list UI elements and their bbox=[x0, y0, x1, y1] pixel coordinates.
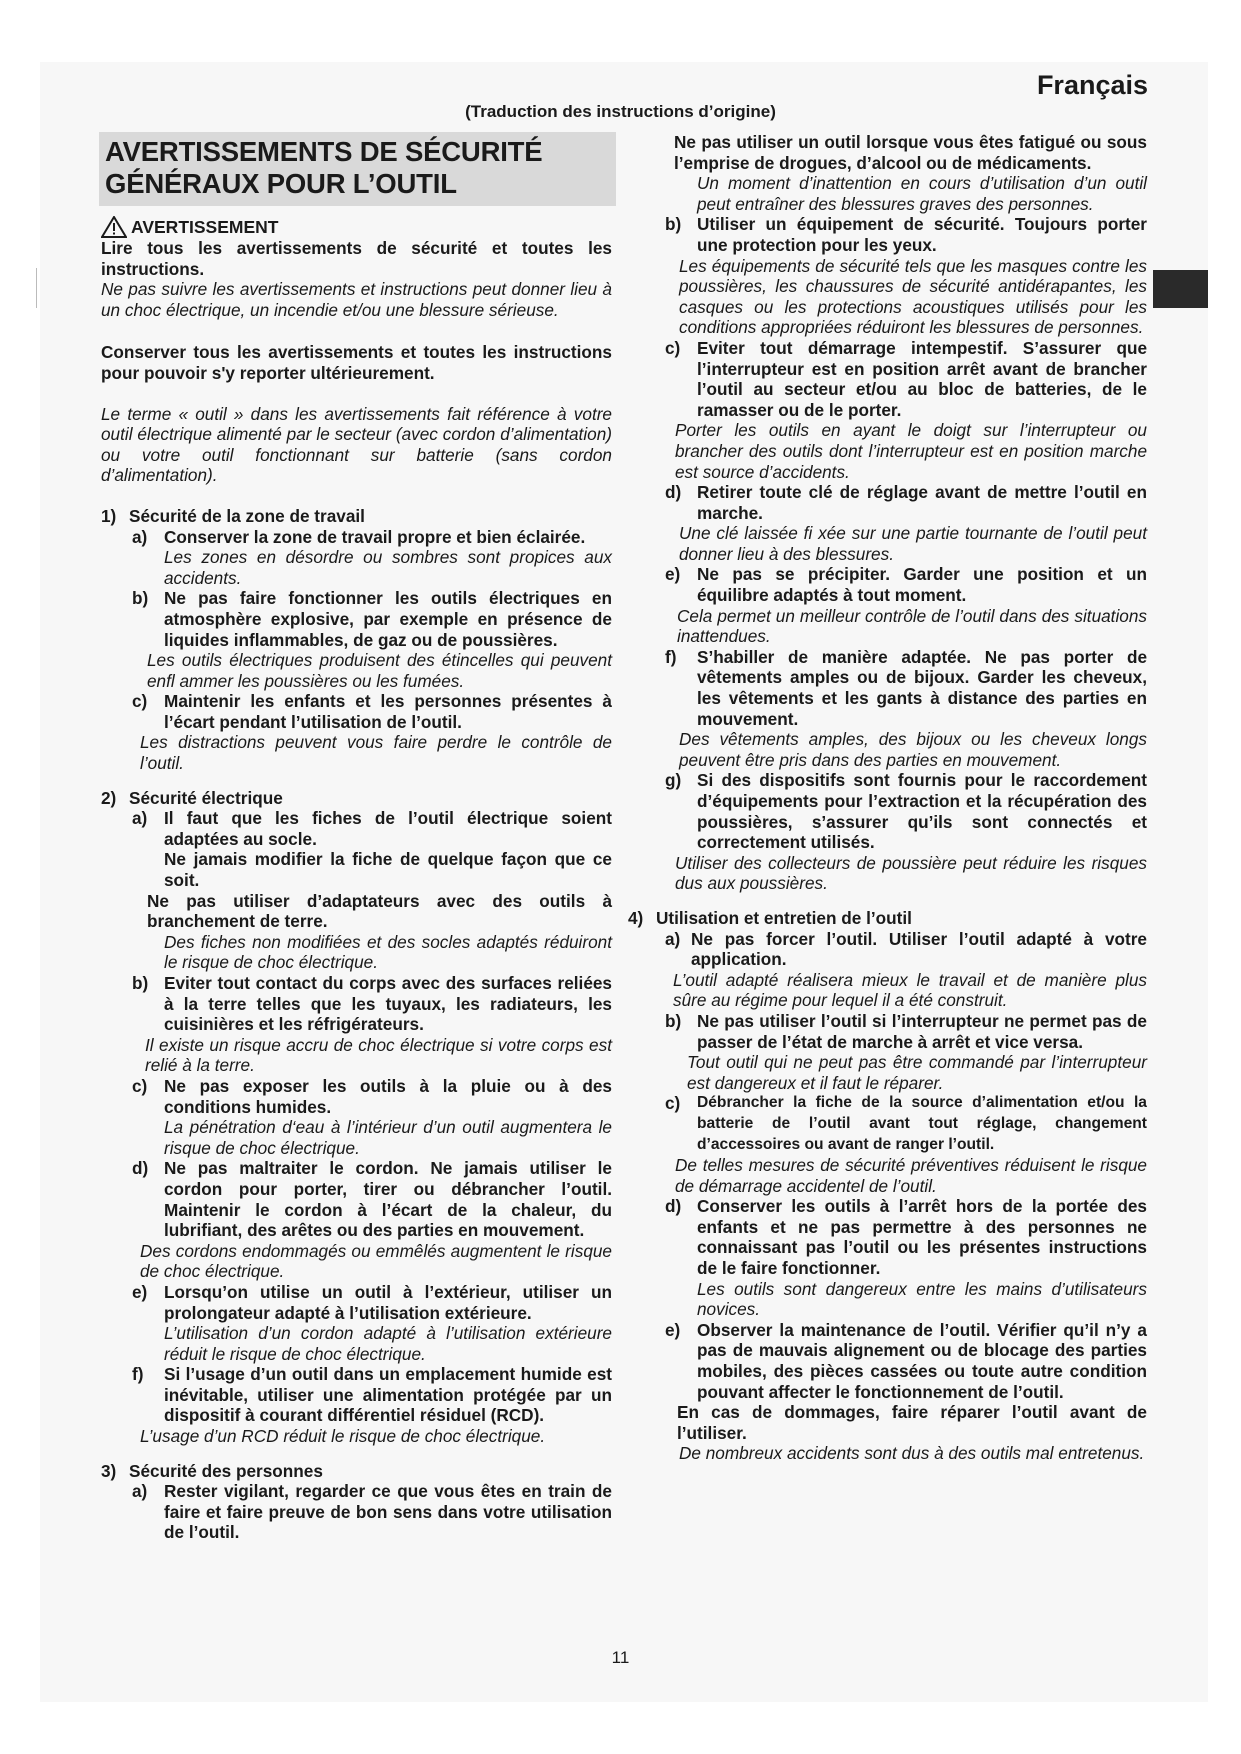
item-2c-note: La pénétration d‘eau à l’intérieur d’un outil augmentera le risque de choc électrique. bbox=[164, 1117, 612, 1158]
item-3d-note: Une clé laissée fi xée sur une partie tournante de l’outil peut donner lieu à des blessures. bbox=[679, 523, 1147, 564]
item-2d: d) Ne pas maltraiter le cordon. Ne jamais utiliser le cordon pour porter, tirer ou débrancher l’outil. Maintenir le cordon à l’écart de la chaleur, du lubrifiant, des arêtes ou des parties en mouvement. bbox=[132, 1158, 612, 1241]
item-1c: c) Maintenir les enfants et les personnes présentes à l’écart pendant l’utilisation de l’outil. bbox=[132, 691, 612, 732]
section-3-heading: 3) Sécurité des personnes bbox=[101, 1460, 323, 1481]
right-column bbox=[628, 132, 1147, 1464]
section-title-line2: GÉNÉRAUX POUR L’OUTIL bbox=[105, 168, 457, 199]
item-2e: e) Lorsqu’on utilise un outil à l’extérieur, utiliser un prolongateur adapté à l’utilisation extérieure. bbox=[132, 1281, 612, 1323]
item-3a-note: Un moment d’inattention en cours d’utilisation d’un outil peut entraîner des blessures graves des personnes. bbox=[697, 173, 1147, 214]
item-3c-note: Porter les outils en ayant le doigt sur l’interrupteur ou brancher des outils dont l’interrupteur est en position marche est source d’accidents. bbox=[675, 420, 1147, 482]
tool-term-note: Le terme « outil » dans les avertissements fait référence à votre outil électrique alimenté par le secteur (avec cordon d’alimentation) ou votre outil fonctionnant sur batterie (sans cordon d’alimentation). bbox=[101, 403, 612, 486]
section-tab-marker bbox=[1153, 270, 1208, 308]
item-4e-repair: En cas de dommages, faire réparer l’outil avant de l’utiliser. bbox=[677, 1402, 1147, 1443]
item-1a: a) Conserver la zone de travail propre et bien éclairée. bbox=[132, 526, 586, 547]
item-1b: b) Ne pas faire fonctionner les outils électriques en atmosphère explosive, par exemple en présence de liquides inflammables, de gaz ou de poussières. bbox=[132, 588, 612, 650]
item-3e-note: Cela permet un meilleur contrôle de l’outil dans des situations inattendues. bbox=[677, 605, 1147, 647]
item-4d-note: Les outils sont dangereux entre les mains d’utilisateurs novices. bbox=[697, 1278, 1147, 1320]
item-2f-note: L’usage d’un RCD réduit le risque de choc électrique. bbox=[140, 1426, 546, 1447]
edge-mark bbox=[36, 268, 37, 308]
item-2c: c) Ne pas exposer les outils à la pluie ou à des conditions humides. bbox=[132, 1075, 612, 1117]
language-label: Français bbox=[1036, 70, 1148, 100]
item-4a: a) Ne pas forcer l’outil. Utiliser l’outil adapté à votre application. bbox=[665, 928, 1147, 970]
section-4-heading: 4) Utilisation et entretien de l’outil bbox=[628, 907, 912, 928]
item-3b-note: Les équipements de sécurité tels que les masques contre les poussières, les chaussures de sécurité antidérapantes, les casques ou les protections acoustiques utilisés pour les conditions appropriées réduiront les blessures de personnes. bbox=[679, 255, 1147, 338]
item-3g: g) Si des dispositifs sont fournis pour le raccordement d’équipements pour l’extraction et la récupération des poussières, s’assurer qu’ils sont connectés et correctement utilisés. bbox=[665, 770, 1147, 853]
intro-italic: Ne pas suivre les avertissements et instructions peut donner lieu à un choc électrique, un incendie et/ou une blessure sérieuse. bbox=[101, 279, 612, 320]
item-2d-note: Des cordons endommagés ou emmêlés augmentent le risque de choc électrique. bbox=[140, 1240, 612, 1282]
item-1a-note: Les zones en désordre ou sombres sont propices aux accidents. bbox=[164, 547, 612, 588]
item-3a-continued: Ne pas utiliser un outil lorsque vous êtes fatigué ou sous l’emprise de drogues, d’alcool ou de médicaments. bbox=[674, 132, 1147, 173]
item-3e: e) Ne pas se précipiter. Garder une position et un équilibre adaptés à tout moment. bbox=[665, 564, 1147, 606]
item-4b-note: Tout outil qui ne peut pas être commandé par l’interrupteur est dangereux et il faut le réparer. bbox=[687, 1052, 1147, 1093]
item-1c-note: Les distractions peuvent vous faire perdre le contrôle de l’outil. bbox=[140, 732, 612, 774]
page-subtitle: (Traduction des instructions d’origine) bbox=[465, 102, 776, 121]
section-1-heading: 1) Sécurité de la zone de travail bbox=[101, 505, 365, 526]
item-4b: b) Ne pas utiliser l’outil si l’interrupteur ne permet pas de passer de l’état de marche à arrêt et vice versa. bbox=[665, 1010, 1147, 1052]
item-1b-note: Les outils électriques produisent des étincelles qui peuvent enfl ammer les poussières ou les fumées. bbox=[147, 650, 612, 691]
item-2a-note: Des fiches non modifiées et des socles adaptés réduiront le risque de choc électrique. bbox=[164, 931, 612, 973]
keep-instructions: Conserver tous les avertissements et toutes les instructions pour pouvoir s'y reporter ultérieurement. bbox=[101, 342, 612, 383]
item-2b: b) Eviter tout contact du corps avec des surfaces reliées à la terre telles que les tuyaux, les radiateurs, les cuisinières et les réfrigérateurs. bbox=[132, 973, 612, 1035]
item-3g-note: Utiliser des collecteurs de poussière peut réduire les risques dus aux poussières. bbox=[675, 852, 1147, 894]
item-3f-note: Des vêtements amples, des bijoux ou les cheveux longs peuvent être pris dans des parties en mouvement. bbox=[679, 729, 1147, 770]
warning-label: AVERTISSEMENT bbox=[131, 216, 279, 237]
item-2e-note: L’utilisation d’un cordon adapté à l’utilisation extérieure réduit le risque de choc électrique. bbox=[164, 1323, 612, 1364]
item-4c: c) Débrancher la fiche de la source d’alimentation et/ou la batterie de l’outil avant tout réglage, changement d’accessoires ou avant de ranger l’outil. bbox=[665, 1093, 1147, 1153]
item-3d: d) Retirer toute clé de réglage avant de mettre l’outil en marche. bbox=[665, 482, 1147, 523]
item-2a: a) Il faut que les fiches de l’outil électrique soient adaptées au socle. Ne jamais modifier la fiche de quelque façon que ce soit. bbox=[132, 808, 612, 891]
item-3f: f) S’habiller de manière adaptée. Ne pas porter de vêtements amples ou de bijoux. Garder les cheveux, les vêtements et les gants à distance des parties en mouvement. bbox=[665, 646, 1147, 729]
item-3b: b) Utiliser un équipement de sécurité. Toujours porter une protection pour les yeux. bbox=[665, 214, 1147, 255]
item-3c: c) Eviter tout démarrage intempestif. S’assurer que l’interrupteur est en position arrêt avant de brancher l’outil au secteur et/ou au bloc de batteries, de le ramasser ou de le porter. bbox=[665, 337, 1147, 420]
page-number: 11 bbox=[611, 1648, 630, 1667]
item-2f: f) Si l’usage d’un outil dans un emplacement humide est inévitable, utiliser une alimentation protégée par un dispositif à courant différentiel résiduel (RCD). bbox=[132, 1364, 612, 1426]
section-title-line1: AVERTISSEMENTS DE SÉCURITÉ bbox=[105, 136, 543, 167]
item-3a: a) Rester vigilant, regarder ce que vous êtes en train de faire et faire preuve de bon sens dans votre utilisation de l’outil. bbox=[132, 1481, 612, 1543]
item-4d: d) Conserver les outils à l’arrêt hors de la portée des enfants et ne pas permettre à des personnes ne connaissant pas l’outil ou les présentes instructions de le faire fonctionner. bbox=[665, 1196, 1147, 1279]
intro-bold: Lire tous les avertissements de sécurité et toutes les instructions. bbox=[101, 238, 612, 279]
warning-heading bbox=[101, 216, 612, 238]
item-4c-note: De telles mesures de sécurité préventives réduisent le risque de démarrage accidentel de l’outil. bbox=[675, 1155, 1147, 1196]
item-2a-adapters: Ne pas utiliser d’adaptateurs avec des outils à branchement de terre. bbox=[147, 890, 612, 932]
section-2-heading: 2) Sécurité électrique bbox=[101, 787, 283, 808]
item-4a-note: L’outil adapté réalisera mieux le travail et de manière plus sûre au régime pour lequel il a été construit. bbox=[673, 969, 1147, 1011]
item-4e: e) Observer la maintenance de l’outil. Vérifier qu’il n’y a pas de mauvais alignement ou de blocage des parties mobiles, des pièces cassées ou toute autre condition pouvant affecter le fonctionnement de l’outil. bbox=[665, 1319, 1147, 1402]
left-column bbox=[101, 132, 612, 1543]
warning-triangle-icon bbox=[101, 216, 127, 238]
item-2b-note: Il existe un risque accru de choc électrique si votre corps est relié à la terre. bbox=[145, 1034, 612, 1076]
item-4e-note: De nombreux accidents sont dus à des outils mal entretenus. bbox=[679, 1443, 1145, 1464]
section-title-box bbox=[99, 132, 616, 206]
